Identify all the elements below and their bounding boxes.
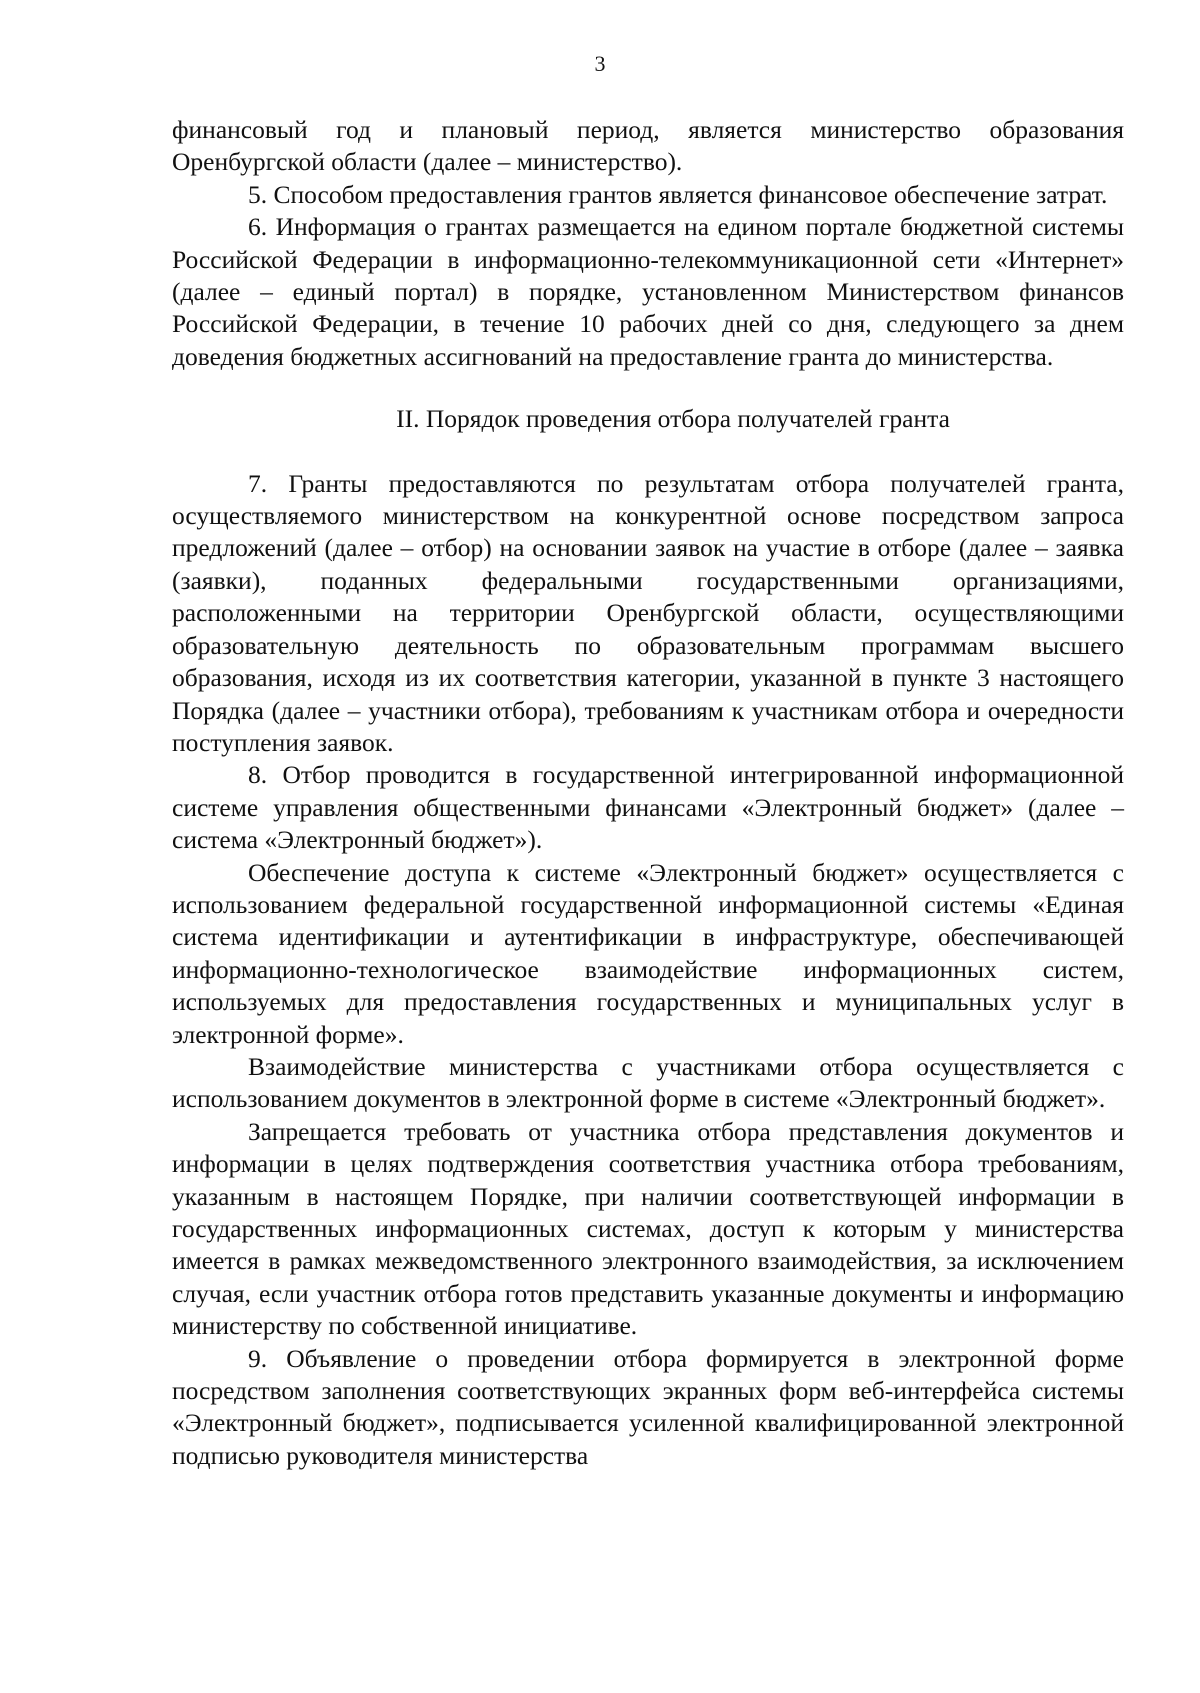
paragraph-access: Обеспечение доступа к системе «Электронный бюджет» осуществляется с использованием федеральной государственной информационной системы «Единая система идентификации и аутентификации в инфраструктуре, обеспечивающей информационно-технологическое взаимодействие информационных систем, используемых для предоставления государственных и муниципальных услуг в электронной форме». xyxy=(172,857,1124,1049)
document-body xyxy=(172,114,1124,1472)
paragraph-item-9: 9. Объявление о проведении отбора формируется в электронной форме посредством заполнения соответствующих экранных форм веб-интерфейса системы «Электронный бюджет», подписывается усиленной квалифицированной электронной подписью руководителя министерства xyxy=(172,1343,1124,1470)
paragraph-continuation: финансовый год и плановый период, является министерство образования Оренбургской области (далее – министерство). xyxy=(172,115,1124,177)
paragraph-prohibition: Запрещается требовать от участника отбора представления документов и информации в целях подтверждения соответствия участника отбора требованиям, указанным в настоящем Порядке, при наличии соответствующей информации в государственных информационных системах, доступ к которым у министерства имеется в рамках межведомственного электронного взаимодействия, за исключением случая, если участник отбора готов представить указанные документы и информацию министерству по собственной инициативе. xyxy=(172,1116,1124,1341)
paragraph-interaction: Взаимодействие министерства с участниками отбора осуществляется с использованием документов в электронной форме в системе «Электронный бюджет». xyxy=(172,1051,1124,1114)
page-number: 3 xyxy=(594,51,606,76)
paragraph-item-5: 5. Способом предоставления грантов является финансовое обеспечение затрат. xyxy=(248,179,1108,209)
paragraph-item-7: 7. Гранты предоставляются по результатам отбора получателей гранта, осуществляемого министерством на конкурентной основе посредством запроса предложений (далее – отбор) на основании заявок на участие в отборе (далее – заявка (заявки), поданных федеральными государственными организациями, расположенными на территории Оренбургской области, осуществляющими образовательную деятельность по образовательным программам высшего образования, исходя из их соответствия категории, указанной в пункте 3 настоящего Порядка (далее – участники отбора), требованиям к участникам отбора и очередности поступления заявок. xyxy=(172,468,1124,757)
paragraph-item-8: 8. Отбор проводится в государственной интегрированной информационной системе управления общественными финансами «Электронный бюджет» (далее – система «Электронный бюджет»). xyxy=(172,760,1124,855)
section-heading: II. Порядок проведения отбора получателей гранта xyxy=(396,404,950,434)
paragraph-item-6: 6. Информация о грантах размещается на едином портале бюджетной системы Российской Федерации в информационно-телекоммуникационной сети «Интернет» (далее – единый портал) в порядке, установленном Министерством финансов Российской Федерации, в течение 10 рабочих дней со дня, следующего за днем доведения бюджетных ассигнований на предоставление гранта до министерства. xyxy=(172,212,1124,371)
